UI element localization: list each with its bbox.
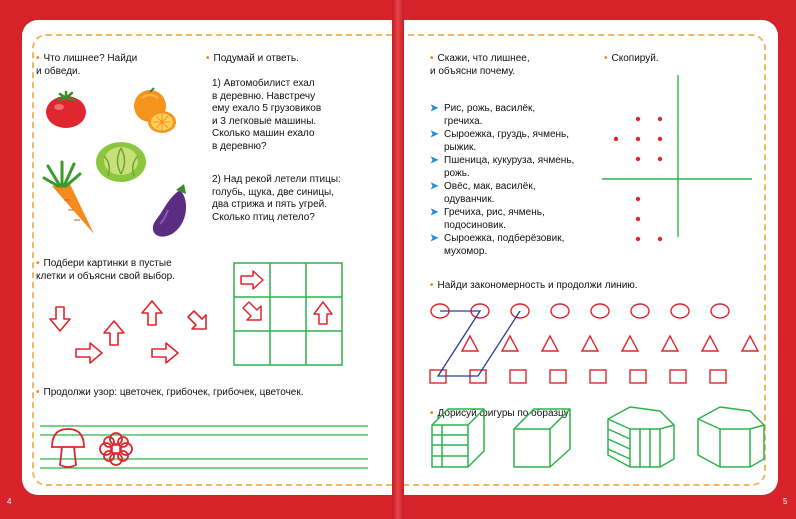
book-gutter xyxy=(392,0,404,519)
task-copy: • Скопируй. xyxy=(604,53,659,64)
cube-icon xyxy=(514,409,570,467)
up-arrow-icon xyxy=(314,302,332,324)
orange-icon xyxy=(130,88,180,138)
question-2: 2) Над рекой летели птицы: голубь, щука, две синицы, два стрижа и пять угрей. Сколько птиц летело? xyxy=(212,174,341,223)
tomato-icon xyxy=(44,90,88,130)
hex-prism-striped-icon xyxy=(608,407,674,467)
list-item: ➤ Рис, рожь, василёк, гречиха. xyxy=(430,103,536,127)
bullet-icon: • xyxy=(604,53,608,64)
bullet-icon: • xyxy=(36,53,40,64)
bullet-icon: • xyxy=(36,387,40,398)
blue-arrow-icon: ➤ xyxy=(430,155,439,166)
bullet-icon: • xyxy=(206,53,210,64)
hex-prism-icon xyxy=(698,407,764,467)
list-item: ➤ Пшеница, кукуруза, ячмень, рожь. xyxy=(430,155,575,179)
list-item: ➤ Гречиха, рис, ячмень, подосиновик. xyxy=(430,207,545,231)
left-page xyxy=(22,20,396,495)
diagonal-arrow-icon xyxy=(243,302,261,320)
copy-dots-grid xyxy=(602,75,762,245)
list-item: ➤ Сыроежка, груздь, ячмень, рыжик. xyxy=(430,129,570,153)
flower-icon xyxy=(100,433,132,465)
shape-pattern xyxy=(428,300,768,390)
bullet-icon: • xyxy=(430,53,434,64)
bullet-icon: • xyxy=(430,280,434,291)
task-fill-cells: • Подбери картинки в пустые клетки и объясни свой выбор. xyxy=(36,258,175,282)
task-odd-one-out: • Что лишнее? Найди и обведи. xyxy=(36,53,138,77)
task-continue-pattern: • Продолжи узор: цветочек, грибочек, грибочек, цветочек. xyxy=(36,387,304,398)
cube-figures xyxy=(430,405,790,475)
blue-arrow-icon: ➤ xyxy=(430,207,439,218)
eggplant-icon xyxy=(150,180,192,240)
blue-arrow-icon: ➤ xyxy=(430,181,439,192)
up-arrow-icon xyxy=(104,321,124,345)
question-1: 1) Автомобилист ехал в деревню. Навстречу ему ехало 5 грузовиков и 3 легковые машины. Сколько машин ехало в деревню? xyxy=(212,78,322,152)
down-arrow-icon xyxy=(50,307,70,331)
cabbage-icon xyxy=(94,136,148,184)
carrot-icon xyxy=(44,160,94,236)
striped-cube-icon xyxy=(432,409,484,467)
task-explain-odd: • Скажи, что лишнее, и объясни почему. xyxy=(430,53,530,77)
list-item: ➤ Сыроежка, подберёзовик, мухомор. xyxy=(430,233,565,257)
task-think-and-answer: • Подумай и ответь. xyxy=(206,53,299,64)
blue-arrow-icon: ➤ xyxy=(430,129,439,140)
task-find-pattern: • Найди закономерность и продолжи линию. xyxy=(430,280,638,291)
arrows-sample xyxy=(42,295,222,375)
page-number-left: 4 xyxy=(7,497,12,506)
right-arrow-icon xyxy=(241,271,263,289)
bullet-icon: • xyxy=(430,408,434,419)
blue-arrow-icon: ➤ xyxy=(430,103,439,114)
blue-arrow-icon: ➤ xyxy=(430,233,439,244)
list-item: ➤ Овёс, мак, василёк, одуванчик. xyxy=(430,181,536,205)
task-complete-figures: • Дорисуй фигуры по образцу: xyxy=(430,408,572,419)
right-arrow-icon xyxy=(76,343,102,363)
pattern-lines xyxy=(40,415,380,475)
right-arrow-icon xyxy=(152,343,178,363)
page-number-right: 5 xyxy=(783,497,788,506)
bullet-icon: • xyxy=(36,258,40,269)
diagonal-arrow-icon xyxy=(188,311,206,329)
up-arrow-icon xyxy=(142,301,162,325)
arrow-grid xyxy=(233,262,345,368)
